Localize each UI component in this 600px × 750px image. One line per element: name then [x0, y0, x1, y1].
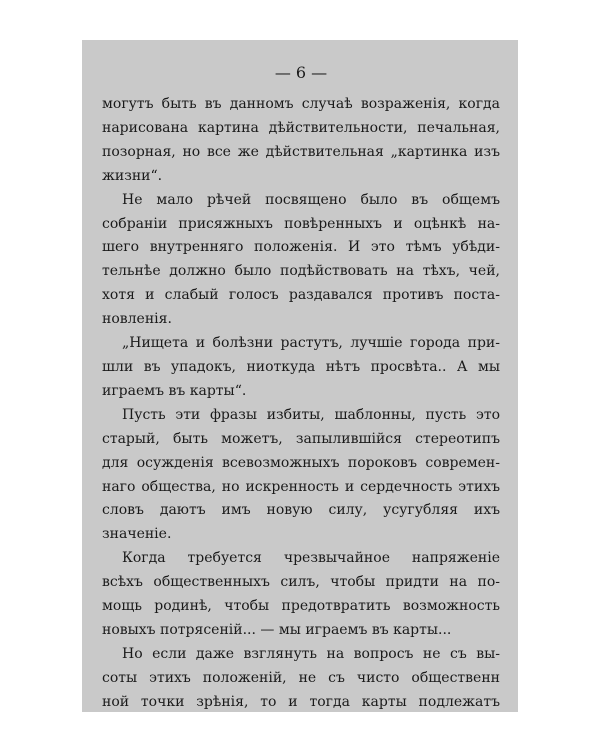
text-line: значеніе.: [102, 526, 172, 543]
text-line: собраніи присяжныхъ повѣренныхъ и оцѣнкѣ на-: [102, 215, 500, 232]
text-line: новленія.: [102, 311, 172, 328]
text-line: жизни“.: [102, 167, 163, 184]
paragraph: [102, 643, 500, 712]
text-line: старый, быть можетъ, запылившійся стереотипъ: [102, 430, 500, 447]
text-line: Когда требуется чрезвычайное напряженіе: [122, 550, 500, 567]
text-line: „Нищета и болѣзни растутъ, лучшіе города при-: [122, 335, 500, 352]
text-line: наго общества, но искренность и сердечность этихъ: [102, 478, 500, 495]
text-line: хотя и слабый голосъ раздавался противъ поста-: [102, 287, 500, 304]
paragraph: [102, 547, 500, 643]
page-body: [102, 93, 500, 712]
text-line: шли въ упадокъ, ниоткуда нѣтъ просвѣта.. А мы: [102, 358, 500, 375]
text-line: могутъ быть въ данномъ случаѣ возраженія, когда: [102, 96, 500, 112]
text-line: позорная, но все же дѣйствительная „картинка изъ: [102, 143, 500, 160]
text-line: Но если даже взглянуть на вопросъ не съ вы-: [122, 645, 500, 662]
text-line: соты этихъ положеній, не съ чисто общественн: [102, 669, 500, 686]
text-line: ной точки зрѣнія, то и тогда карты подлежатъ: [102, 693, 500, 710]
paragraph: [102, 332, 500, 404]
text-line: всѣхъ общественныхъ силъ, чтобы придти на по-: [102, 574, 500, 591]
text-line: нарисована картина дѣйствительности, печальная,: [102, 119, 500, 136]
text-line: тельнѣе должно было подѣйствовать на тѣхъ, чей,: [102, 263, 500, 280]
paragraph: [102, 189, 500, 332]
text-line: новыхъ потрясеній... — мы играемъ въ карты...: [102, 621, 452, 638]
text-line: играемъ въ карты“.: [102, 382, 247, 399]
scanned-page: [82, 40, 518, 712]
text-line: шего внутренняго положенія. И это тѣмъ убѣди-: [102, 239, 500, 256]
page-number: — 6 —: [274, 63, 328, 82]
text-line: словъ даютъ имъ новую силу, усугубляя ихъ: [102, 502, 500, 519]
text-line: Не мало рѣчей посвящено было въ общемъ: [122, 191, 500, 208]
text-line: Пусть эти фразы избиты, шаблонны, пусть это: [122, 406, 500, 423]
paragraph: [102, 93, 500, 189]
paragraph: [102, 404, 500, 547]
text-line: мощь родинѣ, чтобы предотвратить возможность: [102, 598, 500, 615]
text-line: для осужденія всевозможныхъ пороковъ современ-: [102, 454, 500, 471]
